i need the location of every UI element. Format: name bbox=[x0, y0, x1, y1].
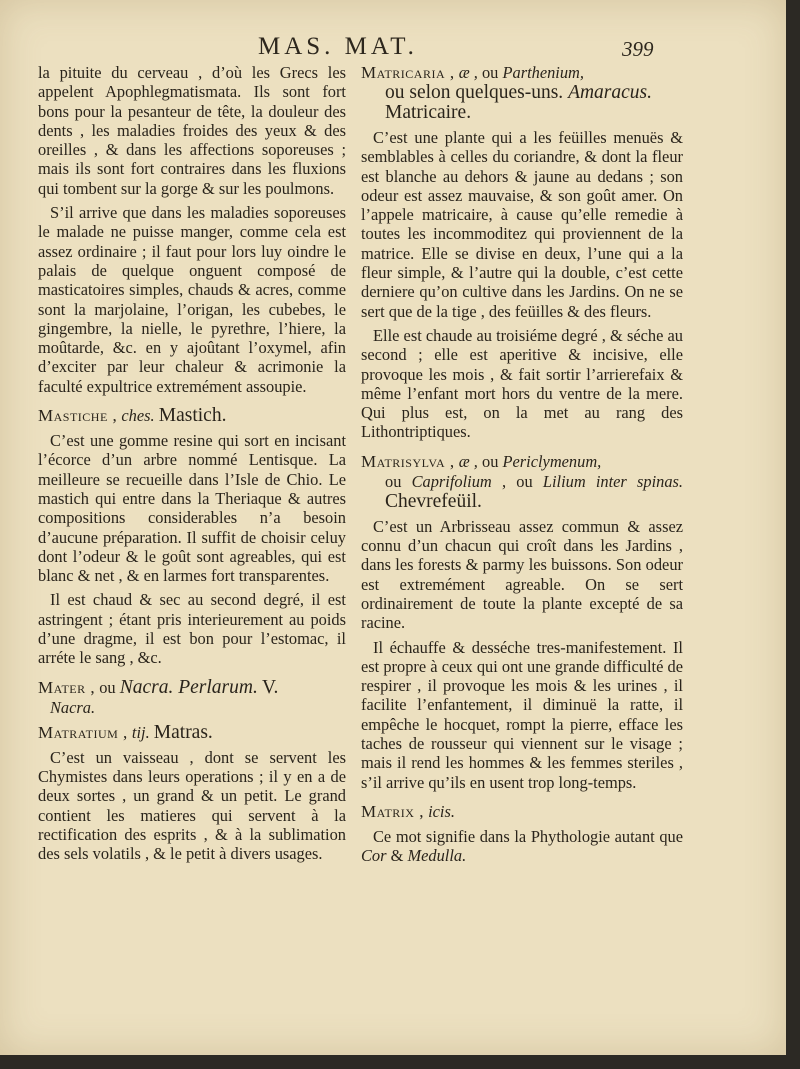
french-matratium: Matras. bbox=[153, 721, 213, 743]
genitive-matrisylva: æ , bbox=[458, 451, 478, 471]
paragraph-matricaria-2: Elle est chaude au troisiéme degré , & séche au second ; elle est aperitive & incisive, elle provoque les mois , & fait sortir l’arrierefaix & même l’enfant mort hors du ventre de la mere. Qui plus est, on la met au rang des Lithontriptiques. bbox=[361, 325, 683, 442]
page-number: 399 bbox=[622, 37, 654, 61]
entry-matrisylva bbox=[361, 452, 683, 512]
paragraph-mastiche-2: Il est chaud & sec au second degré, il est astringent ; étant pris interieurement au poids d’une dragme, il est bon pour l’estomac, il arréte le sang , &c. bbox=[38, 590, 346, 668]
ref-mater: V. bbox=[261, 676, 279, 698]
latin-amaracus: Amaracus. bbox=[568, 82, 653, 103]
entry-matricaria bbox=[361, 63, 683, 123]
headword-mastiche: Mastiche , bbox=[38, 406, 118, 426]
ref-word-mater: Nacra. bbox=[50, 697, 96, 717]
matrisylva-line2 bbox=[361, 472, 683, 512]
right-column bbox=[361, 63, 683, 871]
headword-matricaria: Matricaria , bbox=[361, 63, 455, 82]
matricaria-line2 bbox=[361, 83, 683, 103]
latin-parthenium: Parthenium, bbox=[502, 63, 584, 82]
genitive-matrix: icis. bbox=[428, 801, 455, 821]
matrisylva-or-3: , ou bbox=[501, 471, 533, 491]
headword-matratium: Matratium , bbox=[38, 722, 128, 742]
latin-caprifolium: Caprifolium bbox=[411, 471, 492, 491]
entry-matratium bbox=[38, 723, 346, 743]
latin-periclymenum: Periclymenum, bbox=[502, 451, 602, 471]
french-mastiche: Mastich. bbox=[158, 405, 227, 427]
latin-medulla: Medulla. bbox=[407, 846, 467, 866]
matrix-and: & bbox=[390, 846, 404, 866]
matrisylva-or: ou bbox=[482, 451, 499, 471]
paragraph-matrisylva-1: C’est un Arbrisseau assez commun & assez connu d’un chacun qui croît dans les Jardins , dans les forests & parmy les buissons. Son odeur est extremément agreable. On se sert ordinairement de toute la plante excepté de sa racine. bbox=[361, 516, 683, 633]
headword-mater: Mater , bbox=[38, 677, 96, 697]
entry-mater bbox=[38, 678, 346, 718]
paragraph-mastiche-1: C’est une gomme resine qui sort en incisant l’écorce d’un arbre nommé Lentisque. La meilleure se recueille dans l’Isle de Chio. Le mastich qui entre dans la Theriaque & autres compositions considerables n’a besoin d’aucune préparation. Il suffit de choisir celuy dont l’odeur & le goût sont agreables, qui est blanc & net , & en larmes fort transparentes. bbox=[38, 431, 346, 586]
latin-lilium: Lilium inter spinas. bbox=[542, 471, 683, 491]
french-matrisylva: Chevrefeüil. bbox=[385, 490, 482, 512]
paragraph-soporeuses: S’il arrive que dans les maladies soporeuses le malade ne puisse manger, comme cela est assez ordinaire ; il faut pour lors luy oindre le palais de quelque onguent composé de masticatoires simples, chauds & acres, comme sont la marjolaine, l’origan, les cubebes, le gingembre, la nielle, le pyrethre, l’hiere, la moûtarde, &c. en y ajoûtant l’oxymel, afin d’exciter par leur chaleur & acrimonie la faculté expultrice extremément assoupie. bbox=[38, 203, 346, 396]
headword-matrix: Matrix , bbox=[361, 801, 424, 821]
french-matricaria: Matricaire. bbox=[385, 102, 472, 123]
genitive-matratium: tij. bbox=[131, 722, 150, 742]
headword-matrisylva: Matrisylva , bbox=[361, 451, 455, 471]
paragraph-pituite: la pituite du cerveau , d’où les Grecs les appelent Apophlegmatismata. Ils sont fort bons pour la pesanteur de tête, la douleur des dents , les maladies froides des yeux & des oreilles , & dans les affections soporeuses ; mais ils sont fort contraires dans les fluxions qui tombent sur la gorge & sur les poulmons. bbox=[38, 63, 346, 198]
genitive-matricaria: æ , bbox=[458, 63, 478, 82]
matrisylva-or-2: ou bbox=[385, 471, 402, 491]
left-column bbox=[38, 63, 346, 868]
paragraph-matricaria-1: C’est une plante qui a les feüilles menuës & semblables à celles du coriandre, & dont la fleur est blanche au dehors & jaune au dedans ; son odeur est assez mauvaise, & son goût amer. On l’appele matricaire, à cause qu’elle remedie à toutes les incommoditez qui proviennent de la matrice. Elle se divise en deux, l’une qui a la fleur simple, & l’autre qui la double, c’est cette derniere qu’on cultive dans les Jardins. On ne se sert que de la tige , des feüilles & des fleurs. bbox=[361, 128, 683, 321]
entry-mastiche bbox=[38, 406, 346, 426]
paragraph-matrix bbox=[361, 827, 683, 866]
matrix-definition: Ce mot signifie dans la Phythologie autant que bbox=[373, 826, 683, 846]
running-head: MAS. MAT. bbox=[258, 33, 418, 60]
page-edge bbox=[786, 0, 800, 1069]
page-header bbox=[0, 33, 786, 67]
paragraph-matratium: C’est un vaisseau , dont se servent les Chymistes dans leurs operations ; il y en a de deux sortes , un grand & un petit. Le grand contient les matieres qui servent à la rectification des esprits , & à la sublimation des sels volatils , & le petit à divers usages. bbox=[38, 747, 346, 864]
latin-cor: Cor bbox=[361, 846, 387, 866]
paragraph-matrisylva-2: Il échauffe & desséche tres-manifestement. Il est propre à ceux qui ont une grande difficulté de respirer , il provoque les mois & les urines , il facilite l’enfantement, il diminuë la ratte, il empêche le hocquet, rompt la pierre, efface les taches de rousseur qui viennent sur le visage ; mais il rend les hommes & les femmes steriles , s’il arrive qu’ils en usent trop long-temps. bbox=[361, 637, 683, 792]
latin-mater: Nacra. Perlarum. bbox=[119, 676, 258, 698]
matricaria-selon: ou selon quelques-uns. bbox=[385, 82, 564, 103]
entry-matrix bbox=[361, 802, 683, 822]
matricaria-or: ou bbox=[481, 63, 499, 82]
mater-or: ou bbox=[99, 677, 116, 697]
genitive-mastiche: ches. bbox=[121, 406, 155, 426]
